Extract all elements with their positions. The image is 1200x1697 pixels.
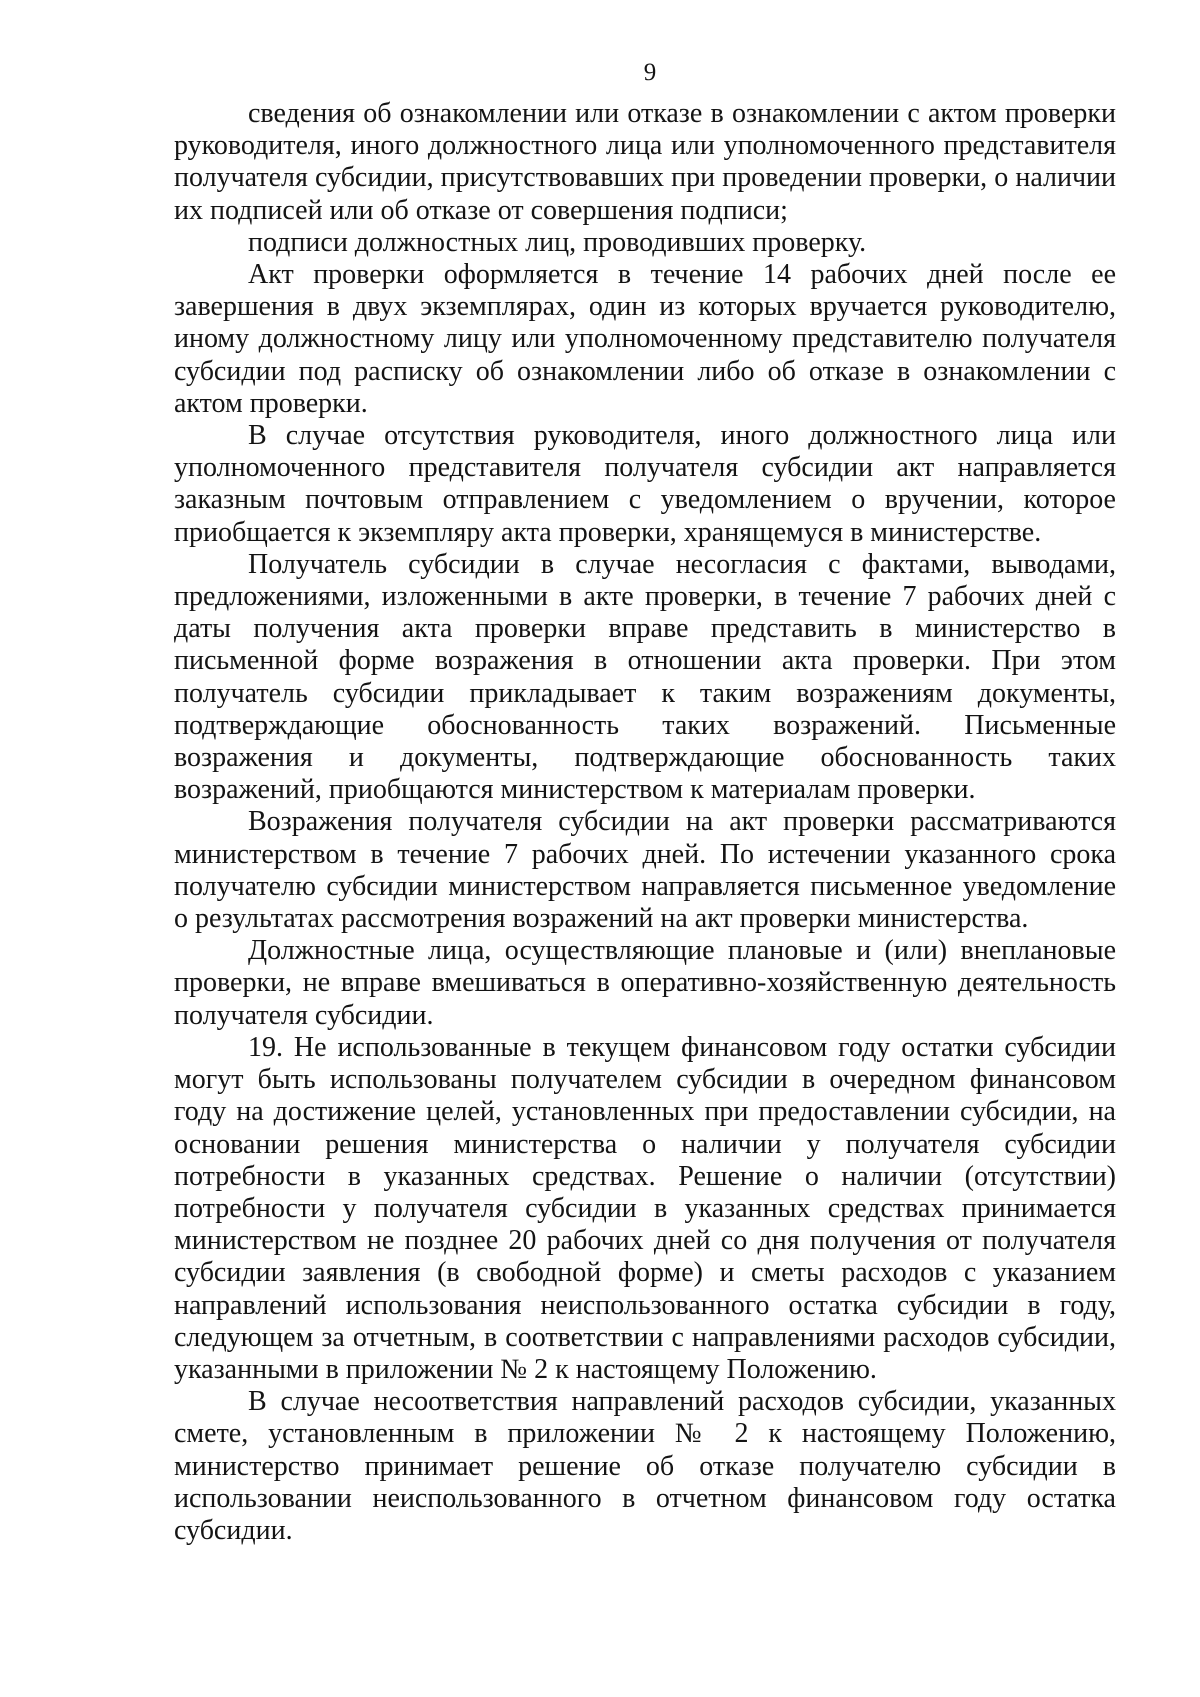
paragraph-section-19: 19. Не использованные в текущем финансовом году остатки субсидии могут быть использованы получателем субсидии в очередном финансовом году на достижение целей, установленных при предоставлении субсидии, на основании решения министерства о наличии у получателя субсидии потребности в указанных средствах. Решение о наличии (отсутствии) потребности у получателя субсидии в указанных средствах принимается министерством не позднее 20 рабочих дней со дня получения от получателя субсидии заявления (в свободной форме) и сметы расходов с указанием направлений использования неиспользованного остатка субсидии в году, следующем за отчетным, в соответствии с направлениями расходов субсидии, указанными в приложении № 2 к настоящему Положению. — [174, 1031, 1116, 1385]
paragraph-no-interference: Должностные лица, осуществляющие плановые и (или) внеплановые проверки, не вправе вмешиваться в оперативно-хозяйственную деятельность получателя субсидии. — [174, 935, 1116, 1031]
paragraph-absence-of-head: В случае отсутствия руководителя, иного должностного лица или уполномоченного представителя получателя субсидии акт направляется заказным почтовым отправлением с уведомлением о вручении, которое приобщается к экземпляру акта проверки, хранящемуся в министерстве. — [174, 420, 1116, 548]
paragraph-objections-review: Возражения получателя субсидии на акт проверки рассматриваются министерством в течение 7 рабочих дней. По истечении указанного срока получателю субсидии министерством направляется письменное уведомление о результатах рассмотрения возражений на акт проверки министерства. — [174, 806, 1116, 935]
paragraph-act-preparation: Акт проверки оформляется в течение 14 рабочих дней после ее завершения в двух экземплярах, один из которых вручается руководителю, иному должностному лицу или уполномоченному представителю получателя субсидии под расписку об ознакомлении либо об отказе в ознакомлении с актом проверки. — [174, 259, 1116, 419]
document-body — [174, 98, 1116, 1547]
paragraph-objections-submission: Получатель субсидии в случае несогласия с фактами, выводами, предложениями, изложенными в акте проверки, в течение 7 рабочих дней с даты получения акта проверки вправе представить в министерство в письменной форме возражения в отношении акта проверки. При этом получатель субсидии прикладывает к таким возражениям документы, подтверждающие обоснованность таких возражений. Письменные возражения и документы, подтверждающие обоснованность таких возражений, приобщаются министерством к материалам проверки. — [174, 548, 1116, 806]
paragraph-inspection-act-acquaintance: сведения об ознакомлении или отказе в ознакомлении с актом проверки руководителя, иного должностного лица или уполномоченного представителя получателя субсидии, присутствовавших при проведении проверки, о наличии их подписей или об отказе от совершения подписи; — [174, 98, 1116, 226]
page-number: 9 — [643, 59, 657, 86]
paragraph-signatures: подписи должностных лиц, проводивших проверку. — [248, 226, 867, 258]
paragraph-refusal-case: В случае несоответствия направлений расходов субсидии, указанных смете, установленным в приложении № 2 к настоящему Положению, министерство принимает решение об отказе получателю субсидии в использовании неиспользованного в отчетном финансовом году остатка субсидии. — [174, 1386, 1116, 1546]
